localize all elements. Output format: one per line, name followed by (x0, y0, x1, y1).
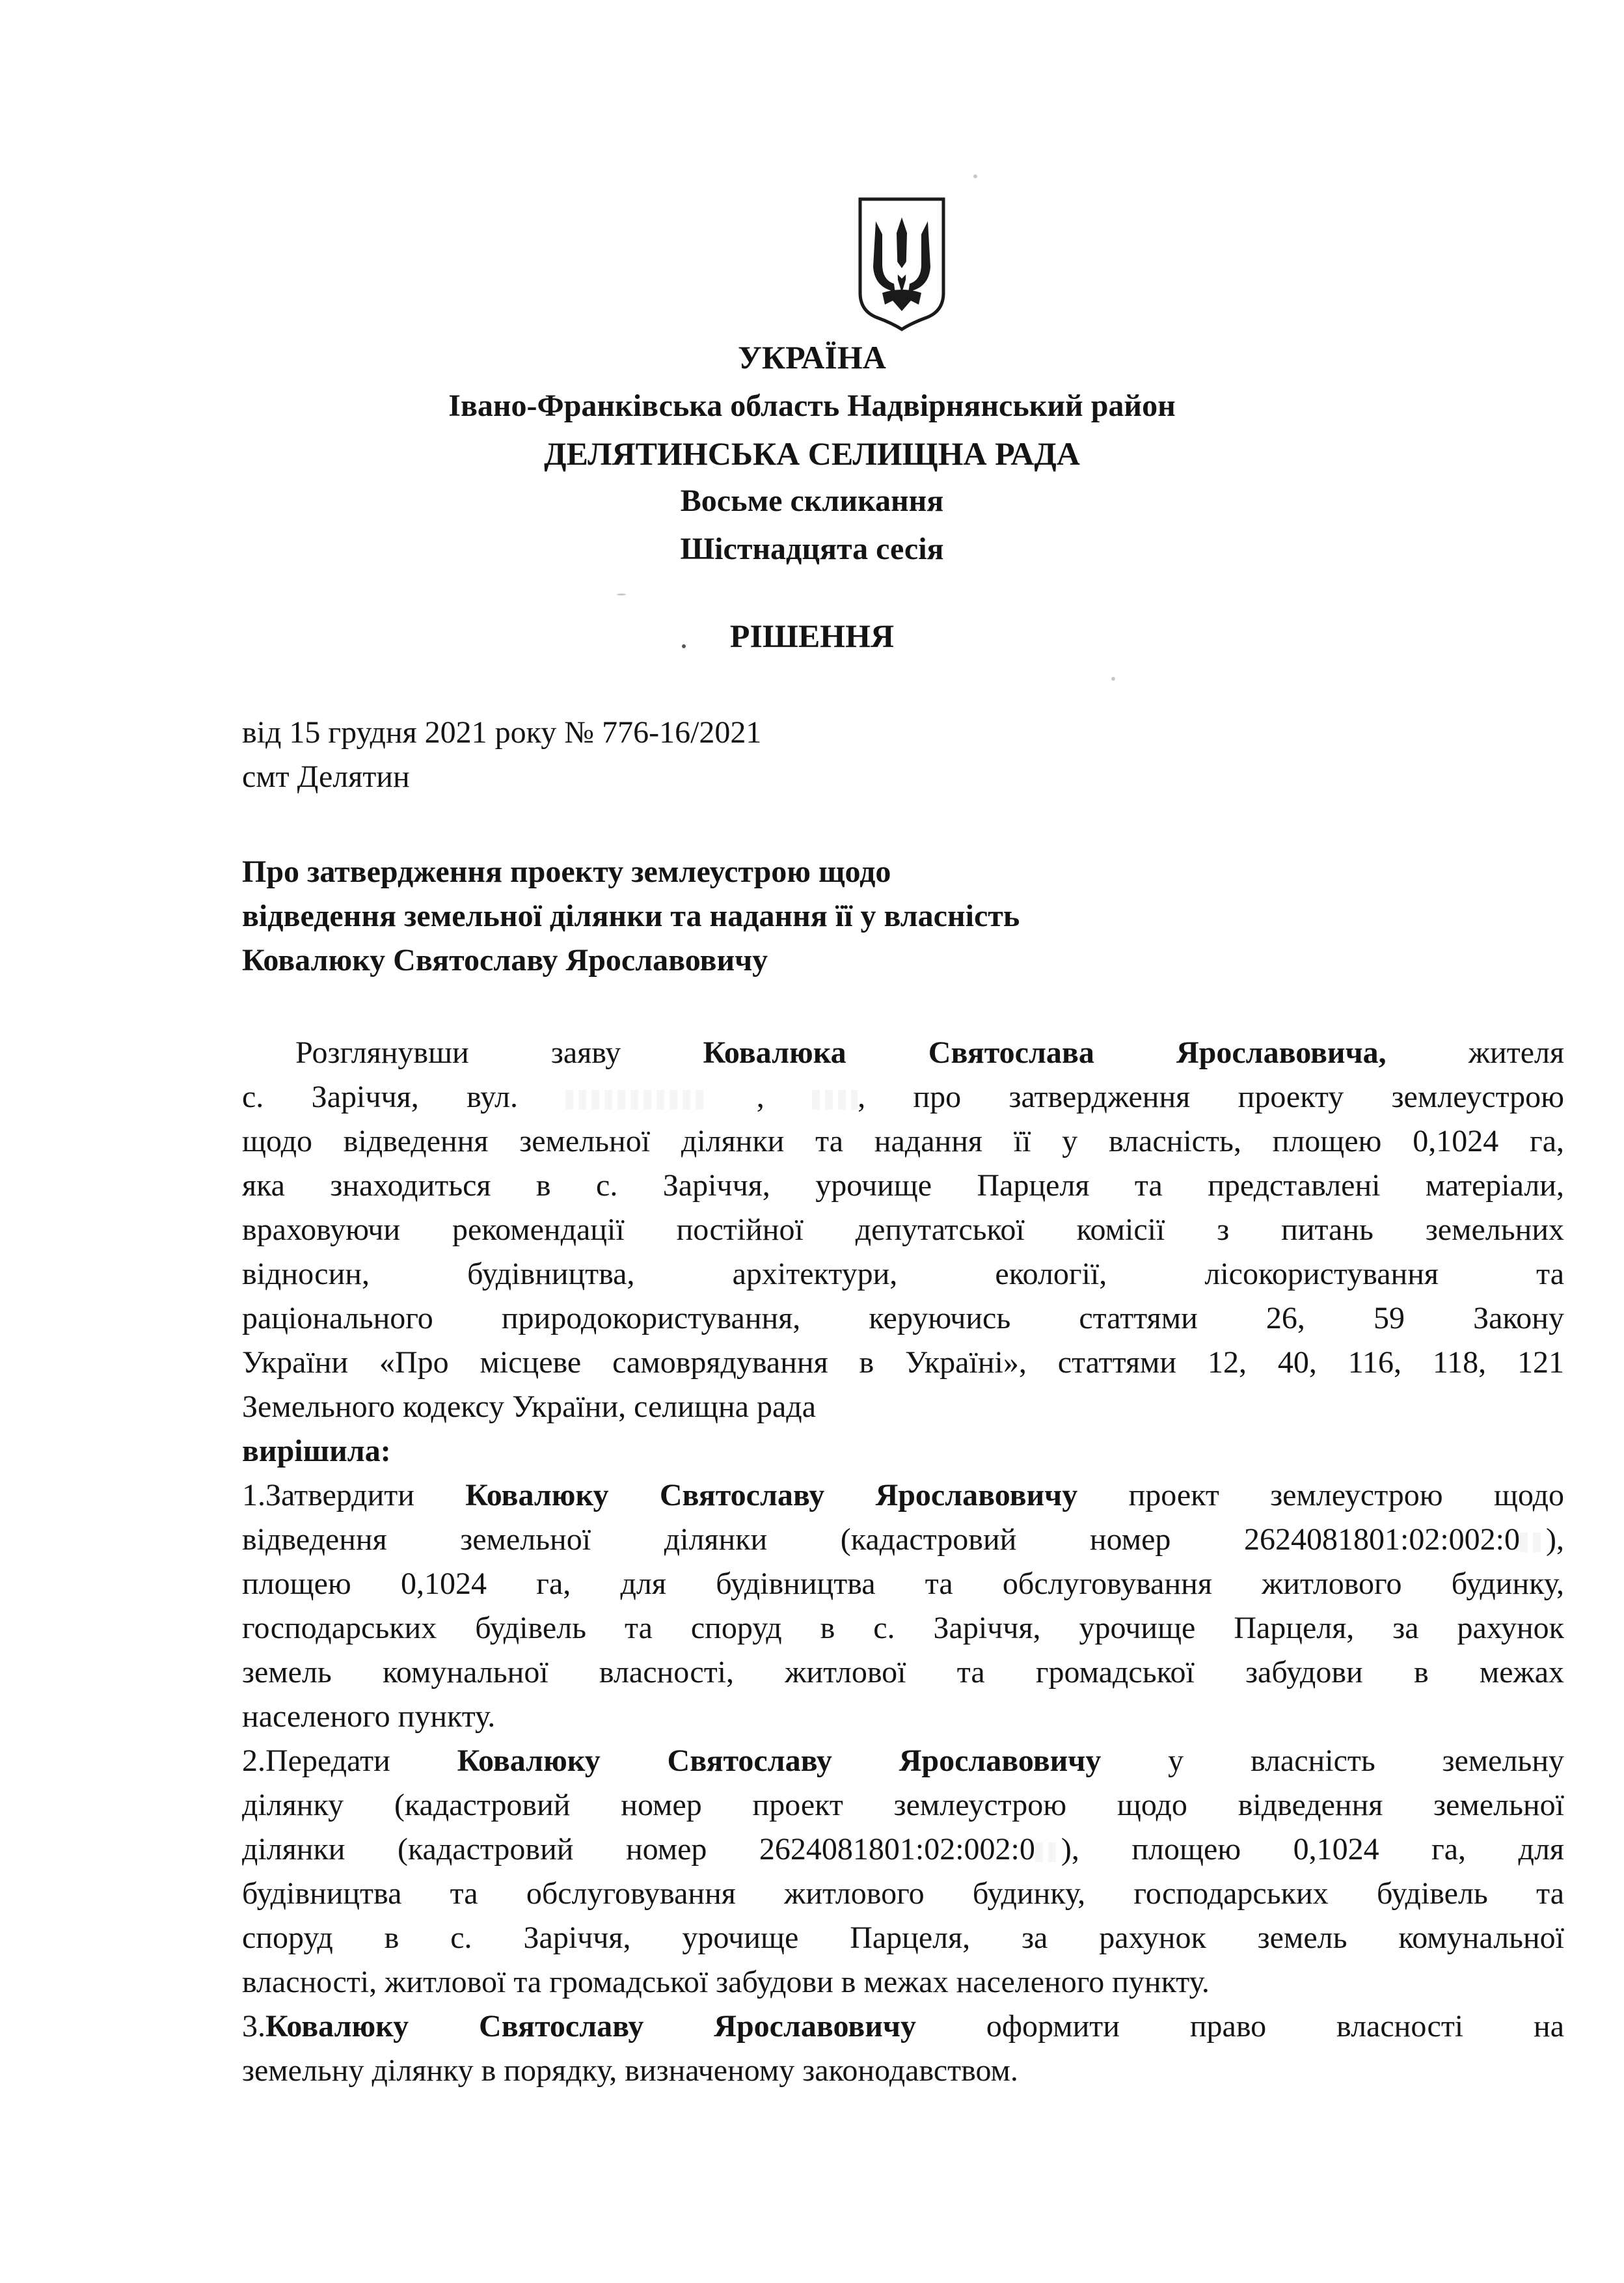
item-1-line: земель комунальної власності, житлової та громадської забудови в межах (242, 1655, 1564, 1689)
scan-speck (1111, 677, 1115, 681)
item-1-line: площею 0,1024 га, для будівництва та обслуговування житлового будинку, (242, 1566, 1564, 1601)
region-line: Івано-Франківська область Надвірнянський район (448, 389, 1176, 423)
title-line: Про затвердження проекту землеустрою щодо (242, 854, 891, 889)
convocation-line: Восьме скликання (680, 484, 944, 518)
redacted-street (565, 1090, 709, 1110)
item-1-line: відведення земельної ділянки (кадастровий номер 2624081801:02:002:0 ), (242, 1522, 1564, 1557)
body-line: с. Заріччя, вул. , , про затвердження проекту землеустрою (242, 1080, 1564, 1114)
decided-label: вирішила: (242, 1434, 391, 1468)
scan-speck (617, 594, 626, 595)
item-2-line: 2.Передати Ковалюку Святославу Ярославовичу у власність земельну (242, 1743, 1564, 1778)
place: смт Делятин (242, 759, 410, 794)
scan-speck (682, 644, 686, 648)
decision-heading: РІШЕННЯ (729, 618, 895, 654)
item-2-line: ділянку (кадастровий номер проект землеустрою щодо відведення земельної (242, 1788, 1564, 1822)
body-line: України «Про місцеве самоврядування в Україні», статтями 12, 40, 116, 118, 121 (242, 1345, 1564, 1380)
redacted-cadastral-suffix (1035, 1842, 1061, 1862)
document-meta (242, 711, 1564, 799)
body-line: яка знаходиться в с. Заріччя, урочище Парцеля та представлені матеріали, (242, 1168, 1564, 1203)
title-line: відведення земельної ділянки та надання її у власність (242, 899, 1020, 933)
council-name: ДЕЛЯТИНСЬКА СЕЛИЩНА РАДА (544, 435, 1080, 472)
decision-title (242, 850, 1564, 983)
decision-body (242, 1031, 1564, 2093)
body-line: Земельного кодексу України, селищна рада (242, 1389, 816, 1424)
body-line: враховуючи рекомендації постійної депутатської комісії з питань земельних (242, 1212, 1564, 1247)
item-1-line: населеного пункту. (242, 1699, 496, 1734)
item-2-line: ділянки (кадастровий номер 2624081801:02:002:0 ), площею 0,1024 га, для (242, 1832, 1564, 1866)
item-2-line: власності, житлової та громадської забудови в межах населеного пункту. (242, 1965, 1210, 1999)
item-2-line: споруд в с. Заріччя, урочище Парцеля, за рахунок земель комунальної (242, 1921, 1564, 1955)
redacted-house-number (812, 1090, 858, 1110)
country-title: УКРАЇНА (738, 339, 886, 376)
redacted-cadastral-suffix (1520, 1533, 1546, 1552)
body-line: раціонального природокористування, керуючись статтями 26, 59 Закону (242, 1301, 1564, 1335)
title-line: Ковалюку Святославу Ярославовичу (242, 943, 768, 977)
item-1-line: 1.Затвердити Ковалюку Святославу Ярославовичу проект землеустрою щодо (242, 1478, 1564, 1512)
scan-speck (973, 174, 977, 178)
body-line: щодо відведення земельної ділянки та надання її у власність, площею 0,1024 га, (242, 1124, 1564, 1158)
item-1-line: господарських будівель та споруд в с. Заріччя, урочище Парцеля, за рахунок (242, 1611, 1564, 1645)
item-3-line: земельну ділянку в порядку, визначеному законодавством. (242, 2053, 1018, 2088)
item-3-line: 3.Ковалюку Святославу Ярославовичу оформити право власності на (242, 2009, 1564, 2044)
body-line: відносин, будівництва, архітектури, екології, лісокористування та (242, 1257, 1564, 1291)
date-number: від 15 грудня 2021 року № 776-16/2021 (242, 715, 762, 750)
session-line: Шістнадцята сесія (680, 532, 944, 566)
body-line: Розглянувши заяву Ковалюка Святослава Ярославовича, жителя (295, 1035, 1564, 1070)
item-2-line: будівництва та обслуговування житлового будинку, господарських будівель та (242, 1876, 1564, 1911)
tryzub-coat-of-arms-icon (856, 195, 947, 332)
